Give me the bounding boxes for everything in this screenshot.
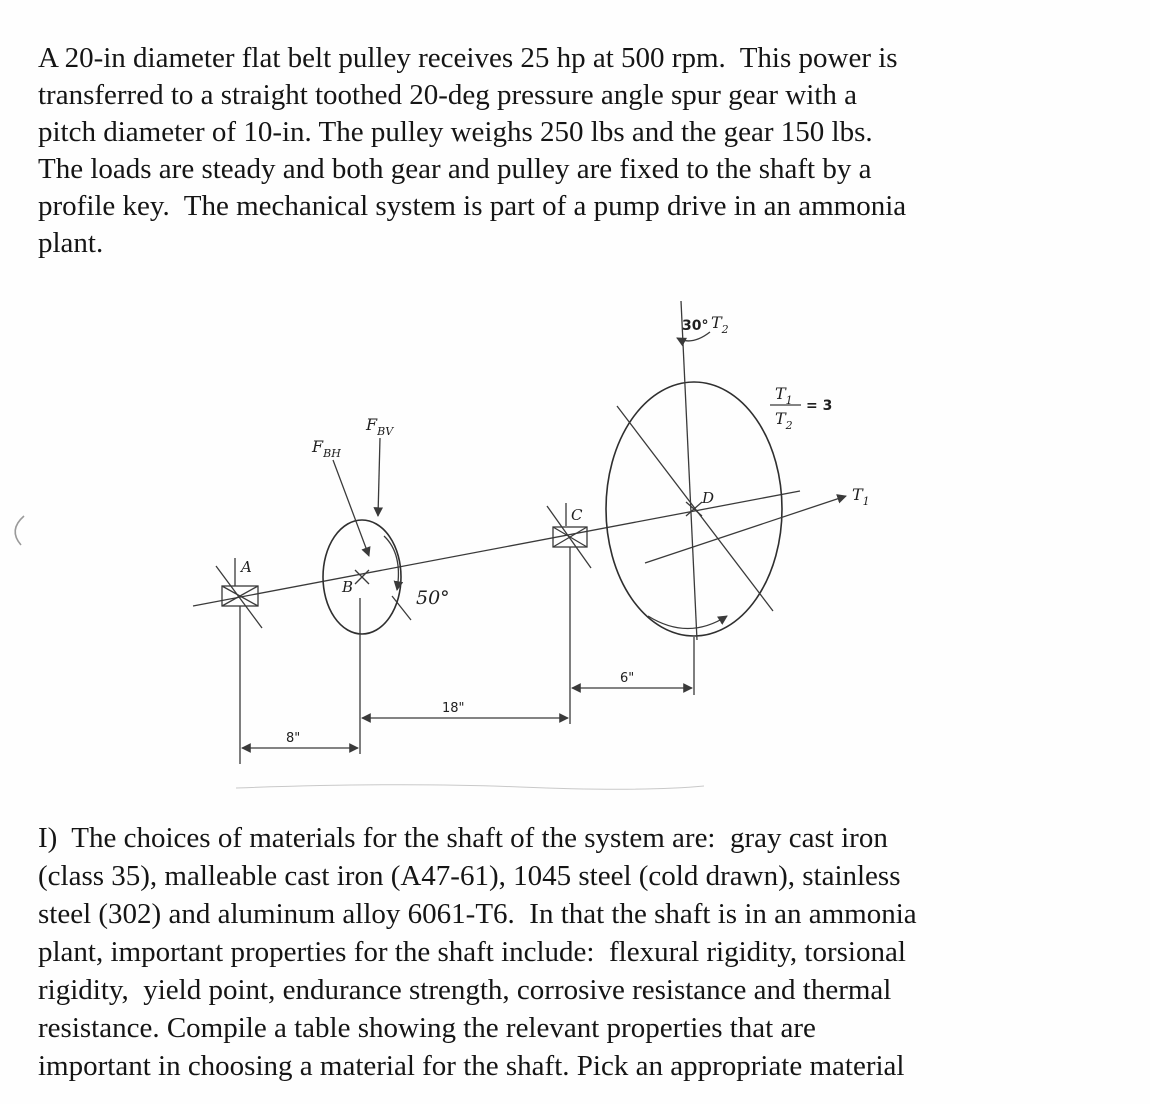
dim-18-label: 18" bbox=[442, 701, 465, 716]
pulley-vertical-line bbox=[681, 301, 697, 640]
angle-50-label: 50° bbox=[416, 587, 450, 609]
text-line: (class 35), malleable cast iron (A47-61), 1045 steel (cold drawn), stainless bbox=[38, 860, 901, 892]
t2-label bbox=[711, 313, 729, 336]
text-line: rigidity, yield point, endurance strength, corrosive resistance and thermal bbox=[38, 974, 892, 1006]
text-line: transferred to a straight toothed 20-deg pressure angle spur gear with a bbox=[38, 79, 857, 111]
bearing-c bbox=[547, 503, 591, 724]
fbv-sub: BV bbox=[377, 425, 394, 438]
ratio-equals: = 3 bbox=[806, 398, 833, 414]
dim-8-label: 8" bbox=[286, 731, 301, 746]
text-line: plant. bbox=[38, 227, 104, 259]
t1-main: T bbox=[852, 485, 863, 504]
text-line: A 20-in diameter flat belt pulley receives 25 hp at 500 rpm. This power is bbox=[38, 42, 898, 74]
t1-arrow bbox=[645, 496, 846, 563]
gear-b bbox=[311, 415, 450, 754]
text-line: I) The choices of materials for the shaft of the system are: gray cast iron bbox=[38, 822, 888, 854]
text-line: pitch diameter of 10-in. The pulley weighs 250 lbs and the gear 150 lbs. bbox=[38, 116, 873, 148]
text-line: The loads are steady and both gear and pulley are fixed to the shaft by a bbox=[38, 153, 872, 185]
force-fbh-label bbox=[311, 437, 341, 460]
tension-ratio bbox=[770, 384, 832, 432]
ratio-num-sub: 1 bbox=[785, 394, 793, 407]
force-fbh-arrow bbox=[333, 460, 369, 556]
text-line: profile key. The mechanical system is part of a pump drive in an ammonia bbox=[38, 190, 907, 222]
force-fbv-arrow bbox=[378, 438, 380, 516]
text-line: steel (302) and aluminum alloy 6061-T6. In that the shaft is in an ammonia bbox=[38, 898, 917, 930]
dim-6-label: 6" bbox=[620, 671, 635, 686]
t1-label bbox=[852, 485, 870, 508]
text-line: important in choosing a material for the shaft. Pick an appropriate material bbox=[38, 1050, 905, 1082]
bearing-a bbox=[216, 558, 262, 764]
text-line: resistance. Compile a table showing the relevant properties that are bbox=[38, 1012, 816, 1044]
force-fbv-label bbox=[365, 415, 394, 438]
pulley-d bbox=[606, 301, 870, 695]
ratio-den-main: T bbox=[775, 409, 786, 428]
ratio-num-main: T bbox=[775, 384, 786, 403]
question-part-one bbox=[38, 819, 917, 1085]
t1-sub: 1 bbox=[862, 495, 870, 508]
t2-main: T bbox=[711, 313, 722, 332]
ratio-numerator bbox=[775, 384, 793, 407]
pulley-d-label: D bbox=[702, 489, 715, 507]
dimensions bbox=[242, 671, 692, 748]
fbh-sub: BH bbox=[323, 447, 341, 460]
shaft-line bbox=[193, 491, 800, 606]
fbv-main: F bbox=[366, 415, 378, 434]
t2-sub: 2 bbox=[721, 323, 729, 336]
angle-30-label: 30° bbox=[682, 318, 709, 334]
gear-b-label: B bbox=[342, 578, 354, 596]
bearing-c-label: C bbox=[571, 506, 583, 524]
scan-artifact-paren bbox=[15, 516, 24, 545]
scan-artifact-wave bbox=[236, 785, 704, 790]
ratio-denominator bbox=[775, 409, 793, 432]
ratio-den-sub: 2 bbox=[785, 419, 793, 432]
text-line: plant, important properties for the shaft include: flexural rigidity, torsional bbox=[38, 936, 906, 968]
bearing-a-label: A bbox=[241, 558, 252, 576]
angle-50-arc-arrow bbox=[384, 536, 398, 590]
fbh-main: F bbox=[312, 437, 324, 456]
